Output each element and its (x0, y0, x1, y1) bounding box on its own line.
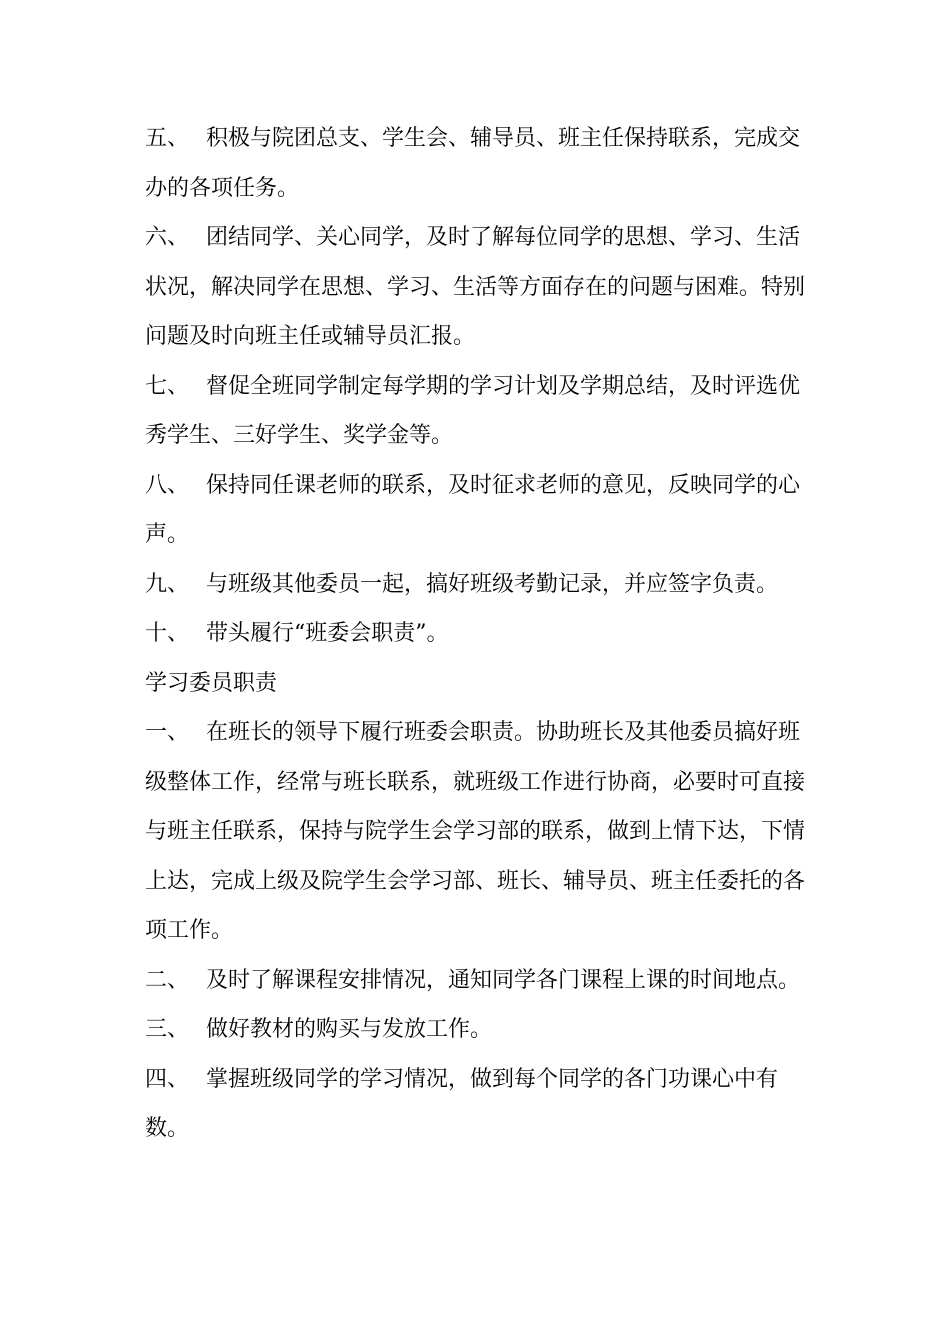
list-item-8 (145, 461, 815, 560)
list-marker: 二、 (145, 967, 190, 993)
section-item-2 (145, 956, 815, 1006)
list-marker: 六、 (145, 225, 190, 250)
list-item-10 (145, 609, 815, 659)
list-item-9 (145, 560, 815, 610)
list-item-text: 督促全班同学制定每学期的学习计划及学期总结，及时评选优秀学生、三好学生、奖学金等。 (145, 373, 801, 448)
list-item-text: 做好教材的购买与发放工作。 (206, 1017, 493, 1042)
list-marker: 九、 (145, 571, 190, 597)
list-item-text: 团结同学、关心同学，及时了解每位同学的思想、学习、生活状况，解决同学在思想、学习、生活等方面存在的问题与困难。特别问题及时向班主任或辅导员汇报。 (145, 225, 806, 349)
list-item-text: 与班级其他委员一起，搞好班级考勤记录，并应签字负责。 (206, 571, 779, 597)
section-title: 学习委员职责 (145, 670, 278, 696)
list-marker: 十、 (145, 621, 190, 646)
list-item-text: 掌握班级同学的学习情况，做到每个同学的各门功课心中有数。 (145, 1066, 779, 1141)
section-item-3 (145, 1005, 815, 1055)
list-item-6 (145, 213, 815, 362)
list-marker: 四、 (145, 1066, 190, 1092)
list-marker: 七、 (145, 373, 190, 399)
list-item-text: 保持同任课老师的联系，及时征求老师的意见，反映同学的心声。 (145, 472, 801, 547)
list-item-text: 在班长的领导下履行班委会职责。协助班长及其他委员搞好班级整体工作，经常与班长联系，就班级工作进行协商，必要时可直接与班主任联系，保持与院学生会学习部的联系，做到上情下达，下情上达，完成上级及院学生会学习部、班长、辅导员、班主任委托的各项工作。 (145, 720, 806, 943)
section-item-4 (145, 1055, 815, 1154)
list-marker: 八、 (145, 472, 190, 498)
list-item-5 (145, 114, 815, 213)
section-item-1 (145, 708, 815, 956)
list-item-text: 及时了解课程安排情况，通知同学各门课程上课的时间地点。 (206, 967, 801, 993)
list-marker: 三、 (145, 1017, 190, 1042)
list-marker: 一、 (145, 720, 190, 745)
document-body (145, 114, 815, 1154)
list-item-text: 积极与院团总支、学生会、辅导员、班主任保持联系，完成交办的各项任务。 (145, 126, 801, 201)
list-item-7 (145, 362, 815, 461)
list-marker: 五、 (145, 126, 190, 151)
list-item-text: 带头履行“班委会职责”。 (206, 621, 449, 646)
